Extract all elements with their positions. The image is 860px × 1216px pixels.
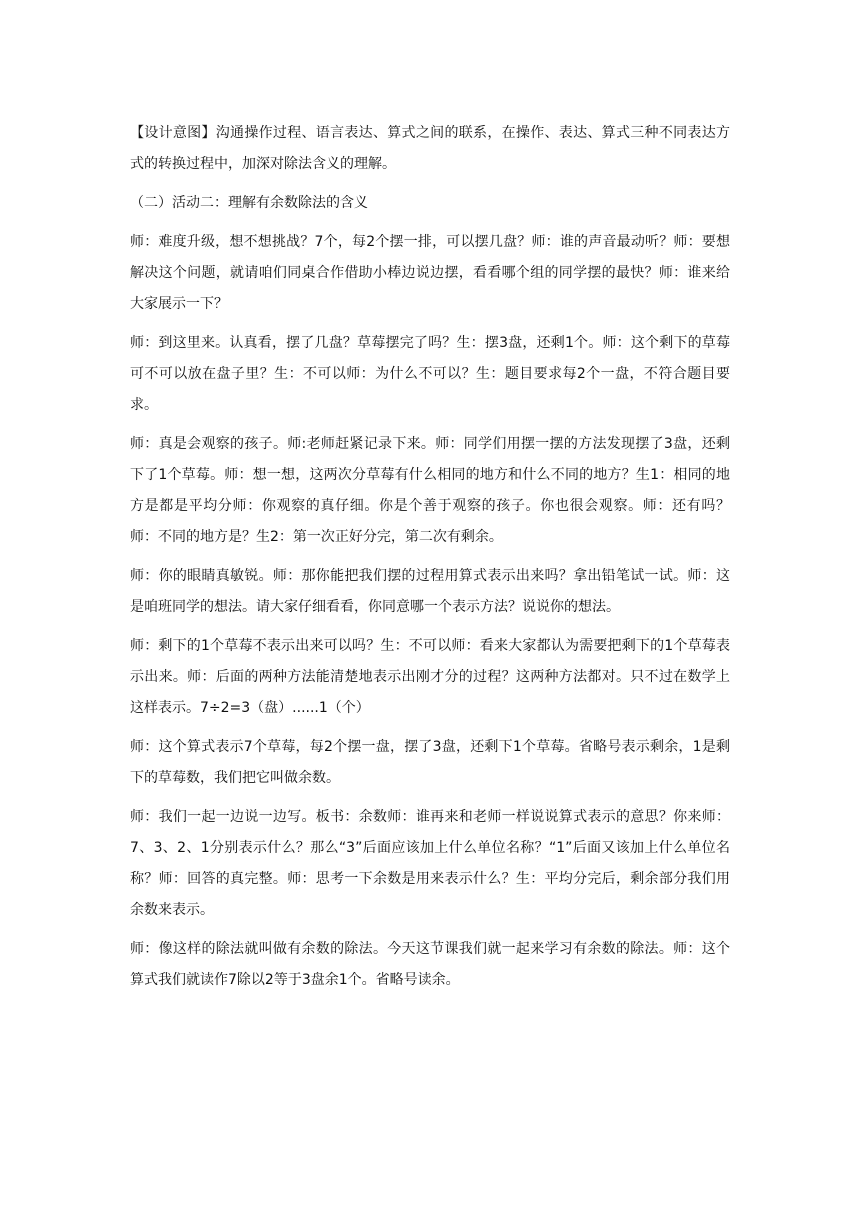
body-paragraph: 师：像这样的除法就叫做有余数的除法。今天这节课我们就一起来学习有余数的除法。师：这个算式我们就读作7除以2等于3盘余1个。省略号读余。 [130, 941, 730, 988]
body-paragraph: 师：你的眼睛真敏锐。师：那你能把我们摆的过程用算式表示出来吗？拿出铅笔试一试。师：这是咱班同学的想法。请大家仔细看看，你同意哪一个表示方法？说说你的想法。 [130, 568, 730, 615]
body-paragraph: 师：难度升级，想不想挑战？7个，每2个摆一排，可以摆几盘？师：谁的声音最动听？师：要想解决这个问题，就请咱们同桌合作借助小棒边说边摆，看看哪个组的同学摆的最快？师：谁来给大家展示一下？ [130, 234, 730, 312]
design-intent-paragraph: 【设计意图】沟通操作过程、语言表达、算式之间的联系，在操作、表达、算式三种不同表达方式的转换过程中，加深对除法含义的理解。 [130, 125, 730, 172]
body-paragraph: 师：剩下的1个草莓不表示出来可以吗？生：不可以师：看来大家都认为需要把剩下的1个草莓表示出来。师：后面的两种方法能清楚地表示出刚才分的过程？这两种方法都对。只不过在数学上这样表示。7÷2=3（盘）......1（个） [130, 638, 730, 716]
body-paragraph: 师：我们一起一边说一边写。板书：余数师：谁再来和老师一样说说算式表示的意思？你来师：7、3、2、1分别表示什么？那么“3”后面应该加上什么单位名称？“1”后面又该加上什么单位名称？师：回答的真完整。师：思考一下余数是用来表示什么？生：平均分完后，剩余部分我们用余数来表示。 [130, 809, 730, 918]
body-paragraph: 师：真是会观察的孩子。师:老师赶紧记录下来。师：同学们用摆一摆的方法发现摆了3盘，还剩下了1个草莓。师：想一想，这两次分草莓有什么相同的地方和什么不同的地方？生1：相同的地方是都是平均分师：你观察的真仔细。你是个善于观察的孩子。你也很会观察。师：还有吗？师：不同的地方是？生2：第一次正好分完，第二次有剩余。 [130, 436, 730, 545]
body-paragraph: 师：到这里来。认真看，摆了几盘？草莓摆完了吗？生：摆3盘，还剩1个。师：这个剩下的草莓可不可以放在盘子里？生：不可以师：为什么不可以？生：题目要求每2个一盘，不符合题目要求。 [130, 335, 730, 413]
body-paragraph: 师：这个算式表示7个草莓，每2个摆一盘，摆了3盘，还剩下1个草莓。省略号表示剩余，1是剩下的草莓数，我们把它叫做余数。 [130, 739, 730, 786]
section-heading: （二）活动二：理解有余数除法的含义 [130, 195, 368, 211]
document-page [130, 118, 730, 1004]
